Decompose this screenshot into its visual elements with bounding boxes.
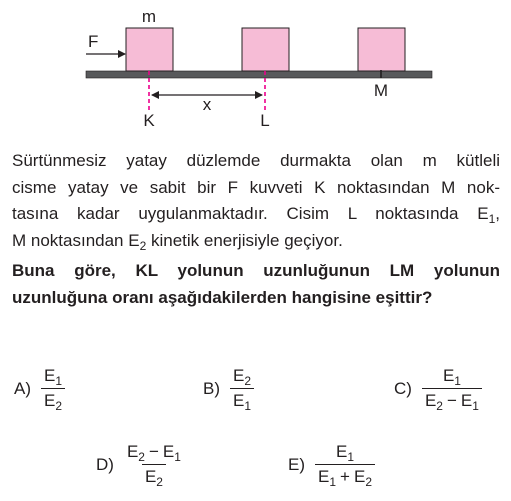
ground-surface: [86, 71, 432, 78]
force-label: F: [88, 32, 99, 51]
block-at-m: [358, 28, 405, 71]
point-k-label: K: [143, 111, 155, 130]
option-a-fraction: [41, 366, 65, 411]
block-at-k: [126, 28, 173, 71]
statement-line-4: M noktasından $E_2$ kinetik enerjisiyle geçiyor.: [12, 230, 343, 253]
option-e[interactable]: [288, 442, 375, 487]
option-e-fraction: [315, 442, 375, 487]
statement-line-2: cisme yatay ve sabit bir F kuvveti K noktasından M nok-: [12, 177, 500, 197]
option-c-fraction: [422, 366, 482, 411]
option-a[interactable]: [14, 366, 65, 411]
statement-line-1: Sürtünmesiz yatay düzlemde durmakta olan m kütleli: [12, 151, 500, 170]
option-b-denominator: $E_1$: [230, 388, 254, 411]
option-e-label: E): [288, 454, 305, 474]
question-line-1: Buna göre, KL yolunun uzunluğunun LM yolunun: [12, 261, 500, 280]
option-c-numerator: $E_1$: [442, 366, 461, 388]
point-l-label: L: [260, 111, 270, 130]
option-c-denominator: $E_2 - E_1$: [422, 388, 482, 411]
option-e-numerator: $E_1$: [335, 442, 355, 464]
statement-line-3: tasına kadar uygulanmaktadır. Cisim L noktasında $E_1$,: [12, 204, 500, 226]
point-m-label: M: [373, 81, 389, 100]
option-d-denominator: $E_2$: [142, 464, 166, 487]
physics-figure: [0, 0, 511, 140]
problem-statement: [12, 148, 500, 254]
option-e-denominator: $E_1 + E_2$: [315, 464, 375, 487]
option-b-fraction: [230, 366, 254, 411]
option-d-numerator: $E_2 - E_1$: [126, 442, 181, 464]
option-c-label: C): [394, 378, 412, 398]
option-c[interactable]: [394, 366, 482, 411]
option-b[interactable]: [203, 366, 254, 411]
distance-label: x: [202, 95, 212, 114]
option-d-fraction: [124, 442, 184, 487]
option-b-numerator: $E_2$: [233, 366, 252, 388]
block-at-l: [242, 28, 289, 71]
mass-label: m: [141, 7, 157, 26]
option-a-label: A): [14, 378, 31, 398]
option-d[interactable]: [96, 442, 184, 487]
option-a-denominator: $E_2$: [41, 388, 65, 411]
option-b-label: B): [203, 378, 220, 398]
question-line-2: uzunluğuna oranı aşağıdakilerden hangisine eşittir?: [12, 287, 433, 307]
question-text: [12, 258, 500, 311]
option-d-label: D): [96, 454, 114, 474]
option-a-numerator: $E_1$: [44, 366, 63, 388]
